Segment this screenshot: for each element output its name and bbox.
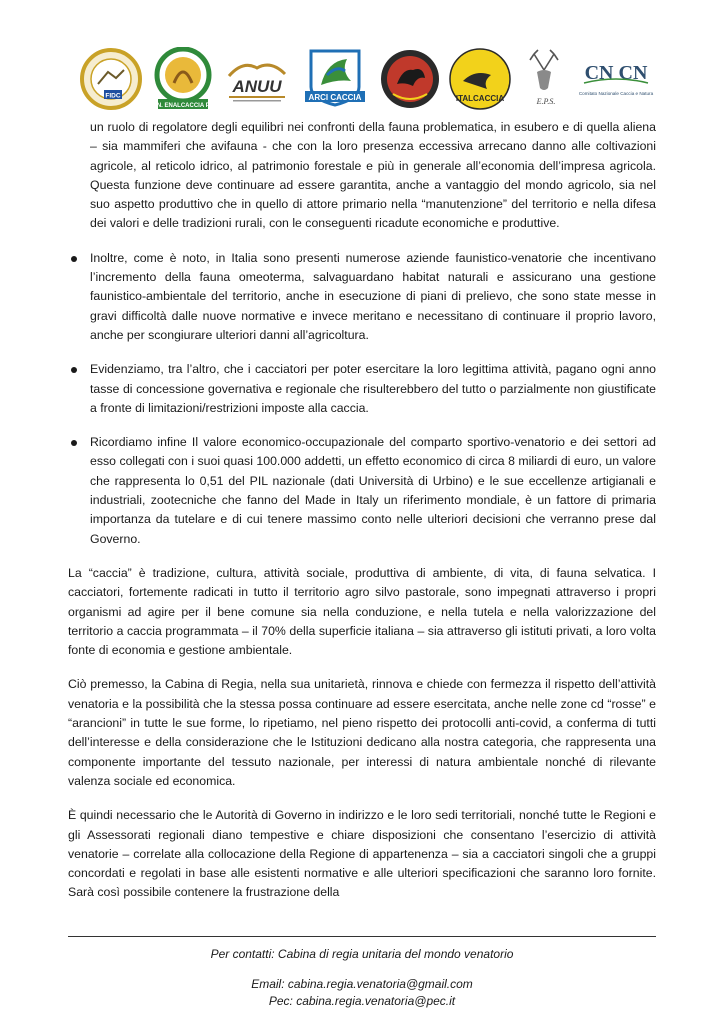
list-item-text: Evidenziamo, tra l’altro, che i cacciatori per poter esercitare la loro legittima attività, pagano ogni anno tasse di concessione governativa e regionale che risulterebbero del tutto o parzialmente non giustificate a fronte di limitazioni/restrizioni imposte alla caccia. xyxy=(90,362,656,415)
footer-email[interactable]: Email: cabina.regia.venatoria@gmail.com xyxy=(251,977,473,991)
list-item xyxy=(68,249,656,345)
unavi-enalcaccia-logo xyxy=(150,47,216,111)
cncn-logo xyxy=(574,51,658,107)
fidc-logo-text: FIDC xyxy=(105,92,121,100)
logo-bar xyxy=(78,46,658,112)
footer-divider xyxy=(68,936,656,937)
bullet-icon xyxy=(71,367,77,373)
anuu-logo xyxy=(223,54,291,104)
eps-logo xyxy=(379,48,441,110)
list-item xyxy=(68,360,656,418)
enalcaccia-logo-text: U.N. ENALCACCIA P.T. xyxy=(151,103,216,109)
anuu-logo-text: ANUU xyxy=(232,77,282,96)
italcaccia-logo xyxy=(447,47,513,111)
list-item-text: un ruolo di regolatore degli equilibri nei confronti della fauna problematica, in esubero e di quella aliena – sia mammiferi che avifauna - che con la loro presenza eccessiva arrecano danno alle coltivazioni agricole, al reticolo idrico, al patrimonio forestale e più in generale all’economia dell’impresa agricola. Questa funzione deve continuare ad essere garantita, anche a vantaggio del mondo agricolo, sia nel suo aspetto produttivo che in quello di attore primario nella “manutenzione” del territorio e nella difesa dei valori e delle tradizioni rurali, con le conseguenti ricadute economiche e produttive. xyxy=(90,120,656,231)
bullet-list xyxy=(68,118,656,549)
list-item-continued xyxy=(68,118,656,234)
list-item-text: Inoltre, come è noto, in Italia sono presenti numerose aziende faunistico-venatorie che incentivano l’incremento della fauna omeoterma, salvaguardano habitat naturali e assicurano una gestione faunistico-ambientale del territorio, anche in esecuzione di piani di prelievo, che sono state messe in gravi difficoltà dalle nuove normative e invece meritano e necessitano di continuare il proprio lavoro, anche per scongiurare ulteriori danni all’agricoltura. xyxy=(90,250,656,342)
footer-pec[interactable]: Pec: cabina.regia.venatoria@pec.it xyxy=(268,994,456,1008)
paragraph: La “caccia” è tradizione, cultura, attività sociale, produttiva di ambiente, di vita, di fauna selvatica. I cacciatori, fortemente radicati in tutto il territorio agro silvo pastorale, sono impegnati attraverso i propri organismi ad agire per il bene comune sia nella conduzione, e nella tutela e nella valorizzazione del territorio a caccia programmata – il 70% della superficie italiana – sia attraverso gli istituti privati, a loro volta fonte di economia e gestione ambientale. xyxy=(68,565,656,658)
paragraph: È quindi necessario che le Autorità di Governo in indirizzo e le loro sedi territoriali, nonché tutte le Regioni e gli Assessorati regionali diano tempestive e chiare disposizioni che consentano l’esercizio di attività venatorie – correlate alla collocazione della Regione di appartenenza – sia a cacciatori singoli che a gruppi concordati e regolati in base alle esistenti normative e alle ulteriori specificazioni che saranno loro fornite. Sarà così possibile contenere la frustrazione della xyxy=(68,808,656,900)
eps-deer-logo xyxy=(520,48,568,110)
bullet-icon xyxy=(71,256,77,262)
page-footer xyxy=(68,946,656,1010)
cncn-logo-subtitle: Comitato Nazionale Caccia e Natura xyxy=(578,91,654,96)
arci-caccia-logo xyxy=(297,47,373,111)
footer-contact: Per contatti: Cabina di regia unitaria del mondo venatorio xyxy=(210,947,514,961)
federazione-italiana-della-caccia-logo xyxy=(78,48,144,110)
italcaccia-logo-text: ITALCACCIA xyxy=(456,94,505,103)
bullet-icon xyxy=(71,440,77,446)
list-item-text: Ricordiamo infine Il valore economico-occupazionale del comparto sportivo-venatorio e dei settori ad esso collegati con i suoi quasi 100.000 addetti, un effetto economico di circa 8 miliardi di euro, un valore che rappresenta lo 0,51 del PIL nazionale (dati Università di Urbino) e le sue eccellenze artigianali e industriali, zootecniche che fanno del Made in Italy un riferimento mondiale, è un fattore di primaria importanza da tutelare e di cui tenere massimo conto nelle ulteriori decisioni che verranno prese dal Governo. xyxy=(90,435,656,546)
list-item xyxy=(68,433,656,549)
paragraph: Ciò premesso, la Cabina di Regia, nella sua unitarietà, rinnova e chiede con fermezza il rispetto dell’attività venatoria e la possibilità che la stessa possa continuare ad essere esercitata, anche nelle zone cd “rosse” e “arancioni” in tutte le sue forme, lo ripetiamo, nel pieno rispetto dei protocolli anti-covid, a conferma di tutti dell’interesse e della considerazione che le Istituzioni dedicano alla nostra categoria, che rappresenta una componente importante del tessuto nazionale, per interessi di natura ambientale nonché di rilevante valenza sociale ed economica. xyxy=(68,677,656,788)
eps-deer-logo-text: E.P.S. xyxy=(536,97,556,106)
arci-caccia-logo-text: ARCI CACCIA xyxy=(308,93,362,102)
document-body xyxy=(68,118,656,918)
cncn-logo-text: CN CN xyxy=(584,62,648,84)
